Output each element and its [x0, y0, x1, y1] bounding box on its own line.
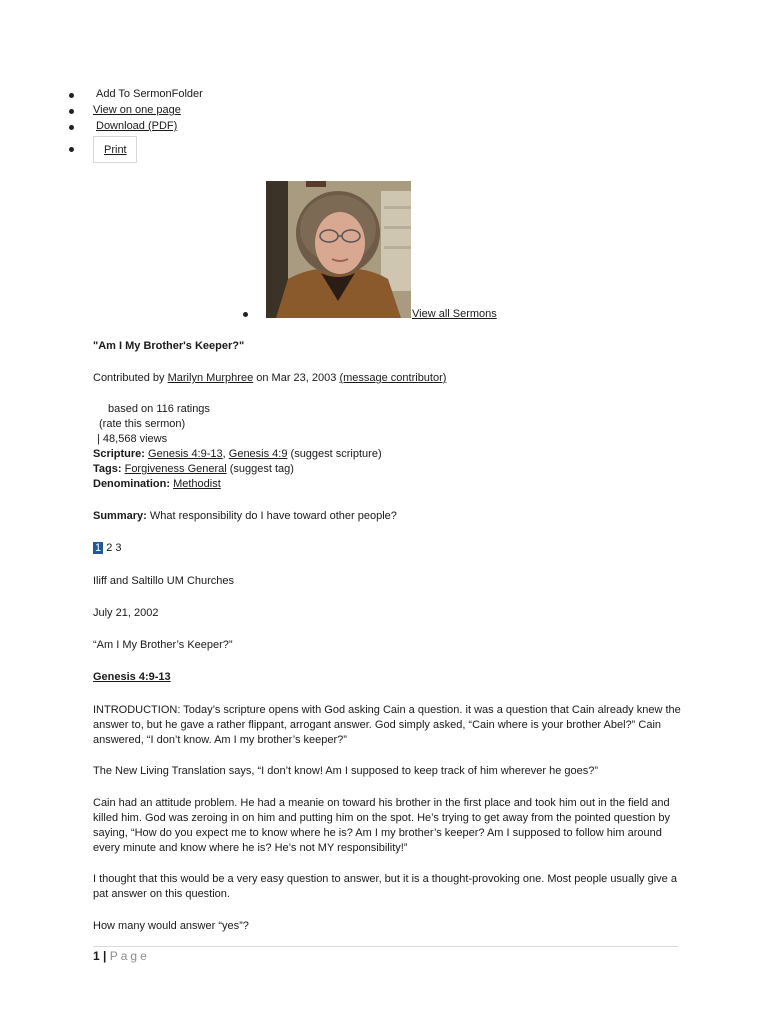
scripture-link-2[interactable]: Genesis 4:9 [228, 448, 288, 460]
page-footer [93, 949, 150, 963]
summary-text: What responsibility do I have toward other people? [146, 510, 397, 522]
footer-page-number: 1 [93, 949, 100, 963]
view-one-page-link[interactable]: View on one page [93, 104, 181, 116]
tag-link[interactable]: Forgiveness General [124, 463, 227, 475]
sermon-title-text: "Am I My Brother's Keeper?" [93, 340, 245, 352]
print-button[interactable] [93, 136, 137, 163]
author-photo[interactable] [266, 181, 411, 318]
scripture-separator: , [222, 448, 229, 460]
scripture-link-1[interactable]: Genesis 4:9-13 [148, 448, 223, 460]
scripture-line [93, 448, 382, 460]
print-label: Print [104, 144, 127, 156]
footer-divider [93, 946, 678, 947]
scripture-reference [93, 671, 171, 683]
page-link-2[interactable]: 2 [106, 542, 113, 554]
tags-label: Tags: [93, 463, 122, 475]
church-name: Iliff and Saltillo UM Churches [93, 575, 235, 587]
download-pdf-link[interactable]: Download (PDF) [96, 120, 178, 132]
rate-sermon-link[interactable]: (rate this sermon) [99, 418, 186, 430]
tags-line [93, 463, 294, 475]
message-contributor-link[interactable]: (message contributor) [339, 372, 447, 384]
denomination-link[interactable]: Methodist [173, 478, 221, 490]
paragraph-cain: Cain had an attitude problem. He had a meanie on toward his brother in the first place and took him out in the field and killed him. God was zeroing in on him and putting him on the spot. He’s trying to get away from the pointed question by saying, “How do you expect me to know where he is? Am I my brother’s keeper? Am I supposed to follow him around every minute and know where he is? He’s not MY responsibility!” [93, 797, 671, 854]
pagination [93, 542, 122, 554]
contributed-date: on Mar 23, 2003 [253, 372, 340, 384]
bullet [69, 147, 74, 152]
contributor-link[interactable]: Marilyn Murphree [167, 372, 254, 384]
denomination-line [93, 478, 221, 490]
body-heading: “Am I My Brother’s Keeper?” [93, 639, 233, 651]
sermon-title [93, 340, 244, 352]
suggest-scripture-link[interactable]: (suggest scripture) [287, 448, 382, 460]
add-to-folder-link[interactable]: Add To SermonFolder [96, 88, 203, 100]
paragraph-intro: INTRODUCTION: Today’s scripture opens with God asking Cain a question. it was a question that Cain already knew the answer to, but he gave a rather flippant, arrogant answer. God simply asked, “Cain where is your brother Abel?” Cain answered, “I don’t know. Am I my brother’s keeper?” [93, 704, 681, 746]
denomination-label: Denomination: [93, 478, 170, 490]
bullet [69, 109, 74, 114]
sermon-date: July 21, 2002 [93, 607, 159, 619]
contributed-line [93, 372, 446, 384]
views-count: | 48,568 views [97, 433, 168, 445]
contributed-prefix: Contributed by [93, 372, 168, 384]
summary-label: Summary: [93, 510, 147, 522]
scripture-label: Scripture: [93, 448, 145, 460]
bullet [69, 125, 74, 130]
bullet [243, 312, 248, 317]
page-link-3[interactable]: 3 [115, 542, 122, 554]
paragraph-question: How many would answer “yes”? [93, 920, 249, 932]
bullet [69, 93, 74, 98]
paragraph-thought: I thought that this would be a very easy question to answer, but it is a thought-provoking one. Most people usually give a pat answer on this question. [93, 873, 677, 900]
author-portrait-image [266, 181, 411, 318]
ratings-text: based on 116 ratings [108, 403, 210, 415]
view-all-sermons-link[interactable]: View all Sermons [412, 308, 497, 320]
suggest-tag-link[interactable]: (suggest tag) [226, 463, 294, 475]
paragraph-nlt: The New Living Translation says, “I don’t know! Am I supposed to keep track of him wherever he goes?” [93, 765, 599, 777]
footer-separator: | [99, 949, 110, 963]
page-link-1[interactable]: 1 [95, 542, 102, 554]
summary-line [93, 510, 397, 522]
footer-page-word: Page [109, 949, 150, 963]
scripture-reference-text: Genesis 4:9-13 [93, 671, 171, 683]
